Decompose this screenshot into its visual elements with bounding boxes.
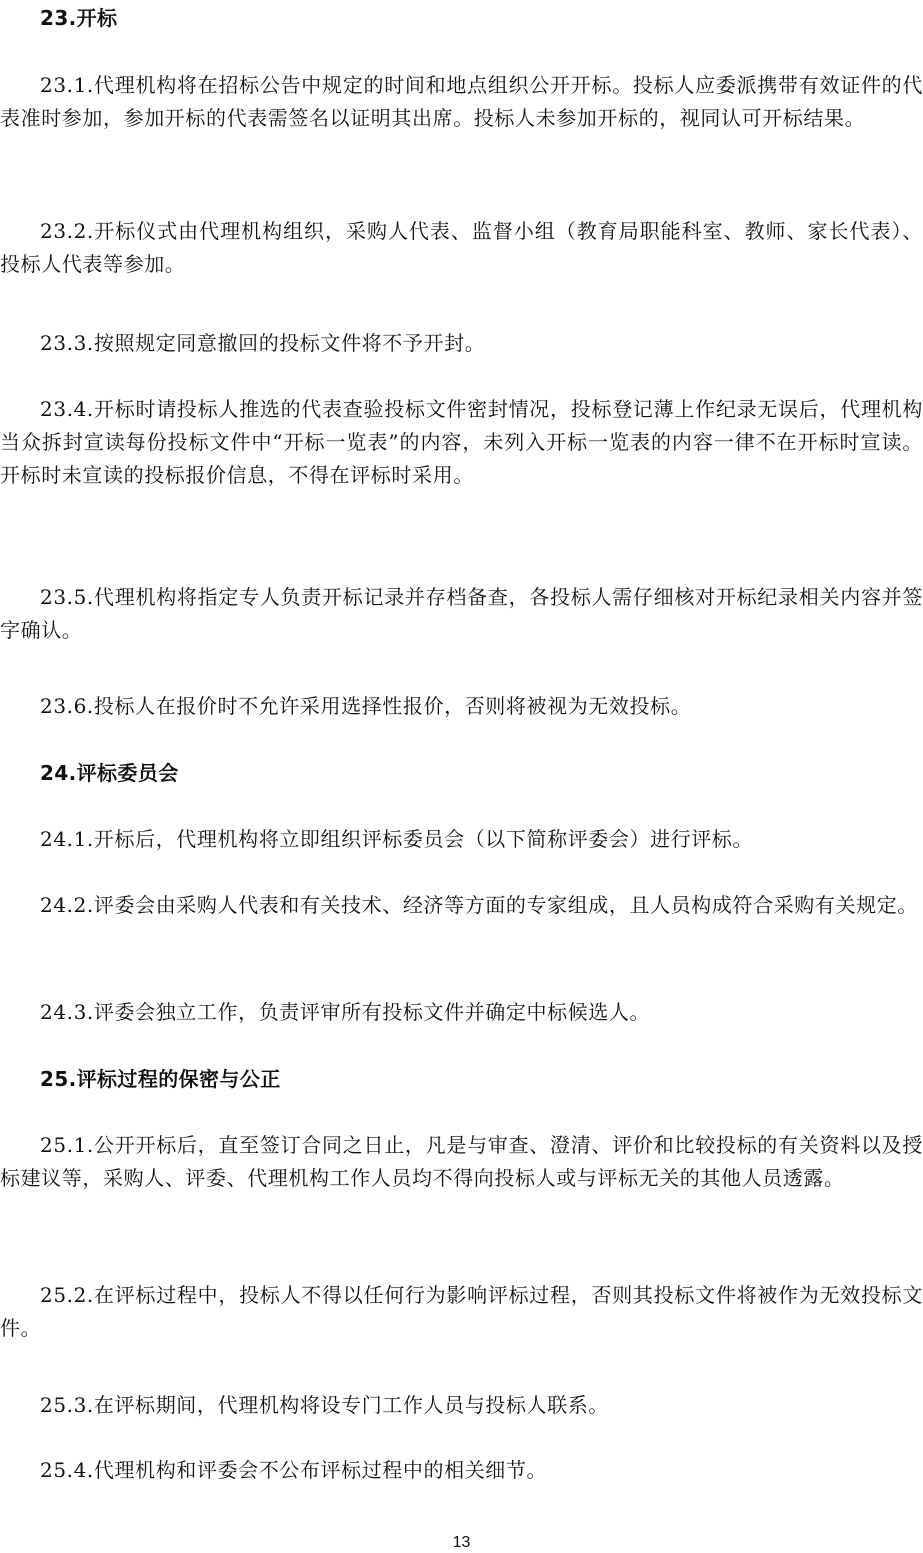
paragraph-23-2: 23.2.开标仪式由代理机构组织，采购人代表、监督小组（教育局职能科室、教师、家长代表）、投标人代表等参加。 bbox=[0, 219, 923, 276]
paragraph-23-6: 23.6.投标人在报价时不允许采用选择性报价，否则将被视为无效投标。 bbox=[40, 694, 692, 718]
paragraph-25-1: 25.1.公开开标后，直至签订合同之日止，凡是与审查、澄清、评价和比较投标的有关资料以及授标建议等，采购人、评委、代理机构工作人员均不得向投标人或与评标无关的其他人员透露。 bbox=[0, 1133, 923, 1190]
paragraph-25-4: 25.4.代理机构和评委会不公布评标过程中的相关细节。 bbox=[40, 1458, 548, 1482]
paragraph-23-5: 23.5.代理机构将指定专人负责开标记录并存档备查，各投标人需仔细核对开标纪录相关内容并签字确认。 bbox=[0, 585, 923, 642]
paragraph-24-1: 24.1.开标后，代理机构将立即组织评标委员会（以下简称评委会）进行评标。 bbox=[40, 827, 754, 851]
section-heading-25: 25.评标过程的保密与公正 bbox=[40, 1067, 281, 1091]
paragraph-25-3: 25.3.在评标期间，代理机构将设专门工作人员与投标人联系。 bbox=[40, 1393, 609, 1417]
paragraph-25-2: 25.2.在评标过程中，投标人不得以任何行为影响评标过程，否则其投标文件将被作为无效投标文件。 bbox=[0, 1283, 923, 1340]
section-heading-24: 24.评标委员会 bbox=[40, 761, 179, 785]
paragraph-23-3: 23.3.按照规定同意撤回的投标文件将不予开封。 bbox=[40, 331, 486, 355]
paragraph-24-3: 24.3.评委会独立工作，负责评审所有投标文件并确定中标候选人。 bbox=[40, 1000, 651, 1024]
paragraph-24-2: 24.2.评委会由采购人代表和有关技术、经济等方面的专家组成，且人员构成符合采购有关规定。 bbox=[40, 893, 918, 917]
paragraph-23-1: 23.1.代理机构将在招标公告中规定的时间和地点组织公开开标。投标人应委派携带有效证件的代表准时参加，参加开标的代表需签名以证明其出席。投标人未参加开标的，视同认可开标结果。 bbox=[0, 73, 923, 130]
section-heading-23: 23.开标 bbox=[40, 6, 118, 30]
page-number: 13 bbox=[452, 1534, 471, 1551]
paragraph-23-4: 23.4.开标时请投标人推选的代表查验投标文件密封情况，投标登记薄上作纪录无误后，代理机构当众拆封宣读每份投标文件中“开标一览表”的内容，未列入开标一览表的内容一律不在开标时宣读。开标时未宣读的投标报价信息，不得在评标时采用。 bbox=[0, 397, 923, 487]
